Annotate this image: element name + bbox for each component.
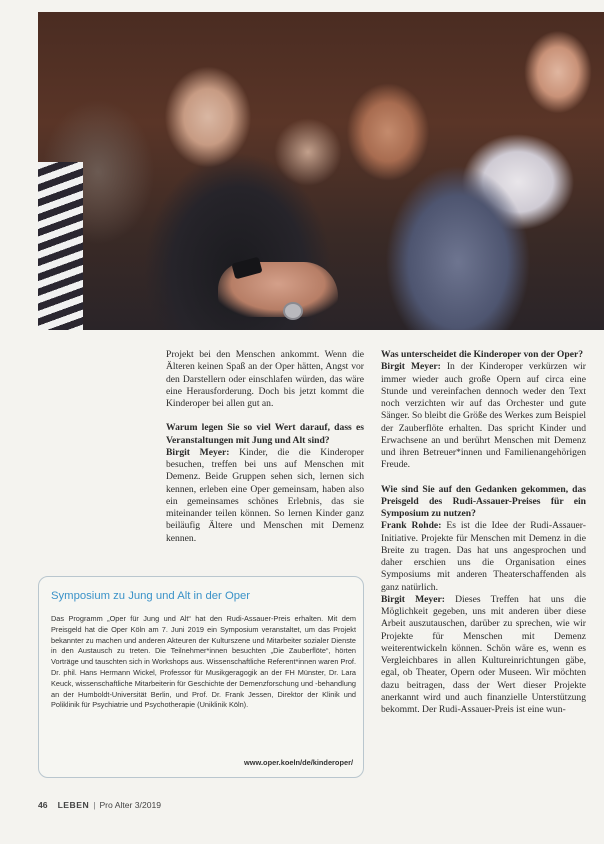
section-name: LEBEN bbox=[57, 800, 90, 810]
answer-paragraph bbox=[381, 361, 586, 471]
intro-paragraph: Projekt bei den Menschen ankommt. Wenn die Älteren keinen Spaß an der Oper hätten, Angst vor den Darstellern oder einschlafen würden, das wäre eine Herausforderung. Doch bis jetzt kommt die Kinderoper bei allen gut an. bbox=[166, 349, 364, 409]
oper-website-link[interactable]: www.oper.koeln/de/kinderoper/ bbox=[244, 758, 353, 767]
striped-sweater bbox=[38, 162, 83, 330]
answer-text: Es ist die Idee der Rudi-Assauer-Initiative. Projekte für Menschen mit Demenz in die Breite zu tragen. Das hat uns angesprochen und daher erschien uns die Organisation eines Symposiums mit anderen Theaterschaffenden als ganz natürlich. bbox=[381, 520, 586, 593]
speaker-name: Birgit Meyer: bbox=[381, 361, 441, 373]
speaker-name: Frank Rohde: bbox=[381, 520, 442, 532]
answer-text: In der Kinderoper verkürzen wir immer wieder auch große Opern auf circa eine Stunde und vereinfachen dennoch weder den Text noch verzichten wir auf das Orchester und gute Sänger. So bleibt die Größe des Werkes zum Beispiel der Zauberflöte erhalten. Das spricht Kinder und Erwachsene an und berührt Menschen mit Demenz und ihren Betreuer*innen und Familienangehörigen Freude. bbox=[381, 361, 587, 471]
left-text-column bbox=[166, 349, 364, 545]
answer-text: Dieses Treffen hat uns die Möglichkeit gegeben, uns mit anderen über diese Arbeit auszutauschen, darüber zu sprechen, wie wir Projekte für Menschen mit Demenz weiterentwickeln können. Schön wäre es, wenn es Vergleichbares in allen Kultureinrichtungen gäbe, egal, ob Theater, Opern oder Museen. Wir möchten dazu beitragen, dass der Wert dieser Projekte anerkannt wird und auch finanzielle Unterstützung bekommt. Der Rudi-Assauer-Preis ist eine wun- bbox=[381, 593, 587, 715]
audience-photo bbox=[38, 12, 604, 330]
answer-paragraph bbox=[381, 520, 586, 594]
box-body: Das Programm „Oper für Jung und Alt“ hat den Rudi-Assauer-Preis erhalten. Mit dem Preisgeld hat die Oper Köln am 7. Juni 2019 ein Symposium veranstaltet, um das Projekt bekannter zu machen und anderen Akteuren der Kulturszene und Mitarbeiter sozialer Dienste in den Austausch zu treten. Die Teilnehmer*innen besuchten „Die Zauberflöte“, hörten Vorträge und tauschten sich in Workshops aus. Wissenschaftliche Referent*innen waren Prof. Dr. phil. Hans Hermann Wickel, Professor für Musikgeragogik an der FH Münster, Dr. Lara Keuck, wissenschaftliche Mitarbeiterin für Geschichte der Demenzforschung und -behandlung an der Humboldt-Universität Berlin, und Prof. Dr. Frank Jessen, Direktor der Klinik und Poliklinik für Psychiatrie und Psychotherapie (Uniklinik Köln). bbox=[51, 614, 356, 710]
speaker-name: Birgit Meyer: bbox=[166, 446, 230, 458]
magazine-issue: Pro Alter 3/2019 bbox=[99, 800, 162, 810]
symposium-info-box bbox=[38, 576, 364, 778]
answer-paragraph bbox=[166, 447, 364, 545]
wristwatch bbox=[283, 302, 303, 320]
answer-paragraph bbox=[381, 594, 586, 717]
box-title: Symposium zu Jung und Alt in der Oper bbox=[51, 590, 251, 602]
speaker-name: Birgit Meyer: bbox=[381, 593, 445, 605]
right-text-column bbox=[381, 349, 586, 716]
answer-text: Kinder, die die Kinderoper besuchen, treffen bei uns auf Menschen mit Demenz. Beide Gruppen sehen sich, lernen sich kennen, erleben eine Oper gemeinsam, haben also ein gemeinsames schönes Erlebnis, das sie miteinander teilen können. So lernen Kinder ganz beiläufig Ältere und Menschen mit Demenz kennen. bbox=[166, 446, 364, 544]
page-footer bbox=[38, 800, 161, 810]
question-heading: Was unterscheidet die Kinderoper von der Oper? bbox=[381, 349, 584, 360]
question-heading: Warum legen Sie so viel Wert darauf, dass es Veranstaltungen mit Jung und Alt sind? bbox=[166, 422, 364, 446]
footer-separator: | bbox=[93, 800, 96, 810]
question-heading: Wie sind Sie auf den Gedanken gekommen, das Preisgeld des Rudi-Assauer-Preises für ein Symposium zu nutzen? bbox=[381, 483, 586, 519]
page-number: 46 bbox=[38, 800, 48, 810]
